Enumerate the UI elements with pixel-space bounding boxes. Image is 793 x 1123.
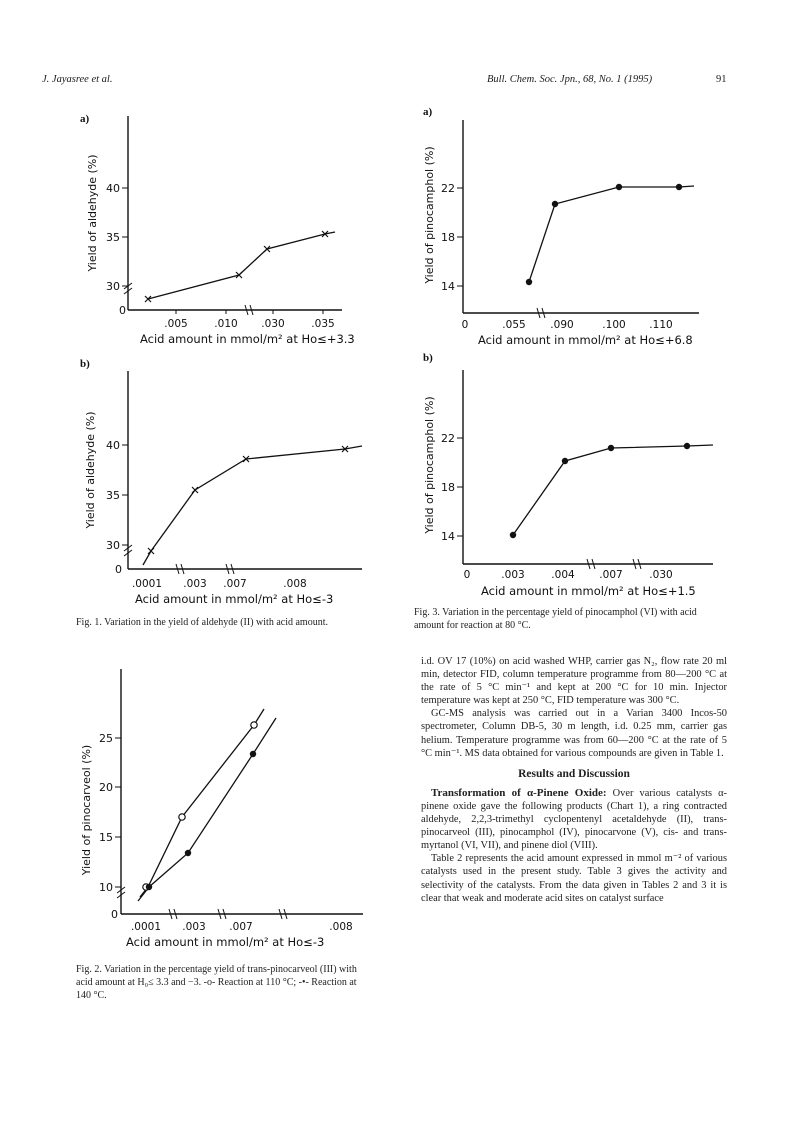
x-tick-label: .007	[599, 569, 623, 581]
data-point	[676, 184, 682, 190]
series-line	[513, 445, 713, 535]
chart-fig3b	[421, 350, 731, 600]
x-tick-label: .055	[502, 319, 526, 331]
y-tick-label: 40	[106, 182, 120, 195]
y-tick-35	[106, 489, 128, 502]
subsection-heading: Transformation of α-Pinene Oxide:	[431, 786, 607, 799]
y-tick-label: 18	[441, 481, 455, 494]
y-tick-label: 35	[106, 489, 120, 502]
y-tick-18	[441, 231, 463, 244]
data-point-filled	[185, 850, 191, 856]
data-point-filled	[146, 884, 152, 890]
x-tick-label: .007	[223, 578, 247, 590]
origin-label: 0	[115, 563, 122, 576]
y-axis-label: Yield of pinocarveol (%)	[80, 744, 93, 876]
paragraph: i.d. OV 17 (10%) on acid washed WHP, carrier gas N₂, flow rate 20 ml min, detector FID, column temperature programme from 80—200 °C at the rate of 5 °C min⁻¹ and kept at 200 °C for 10 min. Injector temperature was kept at 250 °C, FID temperature was 300 °C.	[421, 656, 727, 707]
y-tick-label: 25	[99, 732, 113, 745]
x-tick-label: 0	[461, 319, 469, 331]
x-tick-label: .008	[283, 578, 307, 590]
x-tick-label: .035	[311, 318, 335, 330]
data-point-filled	[250, 751, 256, 757]
series-line	[148, 232, 335, 299]
origin-label: 0	[119, 304, 126, 317]
x-tick-label: .030	[649, 569, 673, 581]
y-axis-label: Yield of aldehyde (%)	[84, 411, 97, 529]
y-tick-label: 14	[441, 280, 455, 293]
data-point	[148, 548, 154, 554]
origin-label: 0	[111, 908, 118, 921]
figure-3-caption: Fig. 3. Variation in the percentage yield of pinocamphol (VI) with acid amount for reaction at 80 °C.	[414, 607, 697, 631]
y-tick-18	[441, 481, 463, 494]
data-point	[608, 445, 614, 451]
page-number: 91	[716, 74, 727, 85]
y-tick-40	[106, 182, 128, 195]
y-tick-20	[99, 781, 121, 794]
x-tick-label: .004	[551, 569, 575, 581]
series-line-140C	[138, 718, 276, 901]
y-tick-label: 40	[106, 439, 120, 452]
data-point	[526, 279, 532, 285]
y-tick-35	[106, 231, 128, 244]
paragraph: GC-MS analysis was carried out in a Varian 3400 Incos-50 spectrometer, Column DB-5, 30 m length, i.d. 0.25 mm, carrier gas helium. Temperature programme was from 60—200 °C at the rate of 5 °C min⁻¹. MS data obtained for various compounds are given in Table 1.	[421, 708, 727, 759]
running-header-journal: Bull. Chem. Soc. Jpn., 68, No. 1 (1995)	[487, 74, 653, 85]
y-tick-label: 18	[441, 231, 455, 244]
y-axis-label: Yield of pinocamphol (%)	[423, 396, 436, 534]
x-tick-label: .0001	[130, 921, 162, 933]
y-tick-label: 30	[106, 280, 120, 293]
x-tick-label: .005	[164, 318, 188, 330]
x-axis-label: Acid amount in mmol/m² at Ho≤+6.8	[478, 333, 693, 347]
panel-label: a)	[423, 106, 433, 118]
paragraph: Table 2 represents the acid amount expressed in mmol m⁻² of various catalysts used in the present study. Table 3 gives the activity and selectivity of the catalysts. From the data given in Tables 2 and 3 it is clear that weak and moderate acid sites on catalyst surface	[421, 853, 727, 904]
chart-fig3a	[421, 100, 731, 350]
panel-label: b)	[423, 352, 433, 364]
x-axis-label: Acid amount in mmol/m² at Ho≤-3	[135, 592, 334, 606]
data-point	[684, 443, 690, 449]
y-tick-14	[441, 280, 463, 293]
y-tick-14	[441, 530, 463, 543]
x-tick-label: .090	[550, 319, 574, 331]
x-tick-label: .008	[329, 921, 353, 933]
y-tick-label: 14	[441, 530, 455, 543]
y-tick-30	[106, 280, 128, 293]
data-point-open	[179, 814, 185, 820]
data-point	[510, 532, 516, 538]
x-tick-label: .003	[183, 578, 207, 590]
y-tick-label: 22	[441, 182, 455, 195]
data-point	[552, 201, 558, 207]
x-tick-label: .003	[501, 569, 525, 581]
chart-fig1b	[80, 355, 380, 610]
figure-1-caption: Fig. 1. Variation in the yield of aldehyde (II) with acid amount.	[76, 617, 328, 628]
y-tick-label: 10	[99, 881, 113, 894]
series-line-110C	[140, 709, 264, 897]
x-tick-label: .100	[602, 319, 626, 331]
y-tick-15	[99, 831, 121, 844]
data-point-open	[251, 722, 257, 728]
y-tick-label: 20	[99, 781, 113, 794]
y-tick-label: 22	[441, 432, 455, 445]
x-tick-label: .0001	[131, 578, 163, 590]
x-axis-label: Acid amount in mmol/m² at Ho≤+1.5	[481, 584, 696, 598]
running-header-authors: J. Jayasree et al.	[42, 74, 113, 85]
series-line	[529, 186, 694, 282]
x-tick-label: 0	[463, 569, 471, 581]
y-axis-label: Yield of pinocamphol (%)	[423, 146, 436, 284]
y-tick-40	[106, 439, 128, 452]
x-tick-label: .003	[182, 921, 206, 933]
panel-label: b)	[80, 358, 90, 370]
y-tick-22	[441, 432, 463, 445]
y-axis-label: Yield of aldehyde (%)	[86, 154, 99, 272]
section-heading: Results and Discussion	[518, 767, 630, 780]
y-tick-22	[441, 182, 463, 195]
x-tick-label: .030	[261, 318, 285, 330]
x-tick-label: .010	[214, 318, 238, 330]
data-point	[616, 184, 622, 190]
chart-fig2	[76, 665, 376, 955]
chart-fig1a	[80, 108, 380, 348]
x-tick-label: .007	[229, 921, 253, 933]
y-tick-25	[99, 732, 121, 745]
data-point	[192, 487, 198, 493]
paragraph: Over various catalysts α-pinene oxide gave the following products (Chart 1), a ring contracted aldehyde, 2,2,3-trimethyl cyclopentenyl acetaldehyde (II), trans-pinocarveol (III), pinocamphol (IV), pinocarvone (V), cis- and trans-myrtanol (VI, VII), and pinene diol (VIII).	[421, 787, 727, 852]
x-tick-label: .110	[649, 319, 673, 331]
data-point	[562, 458, 568, 464]
y-tick-label: 35	[106, 231, 120, 244]
y-tick-label: 15	[99, 831, 113, 844]
series-line	[143, 446, 362, 565]
y-tick-label: 30	[106, 539, 120, 552]
x-axis-label: Acid amount in mmol/m² at Ho≤-3	[126, 935, 325, 949]
figure-2-caption: Fig. 2. Variation in the percentage yield of trans-pinocarveol (III) with acid amount at H₀≤ 3.3 and −3. -o- Reaction at 110 °C; -•- Reaction at 140 °C.	[76, 964, 357, 1001]
x-axis-label: Acid amount in mmol/m² at Ho≤+3.3	[140, 332, 355, 346]
panel-label: a)	[80, 113, 90, 125]
body-text-column	[421, 655, 727, 905]
